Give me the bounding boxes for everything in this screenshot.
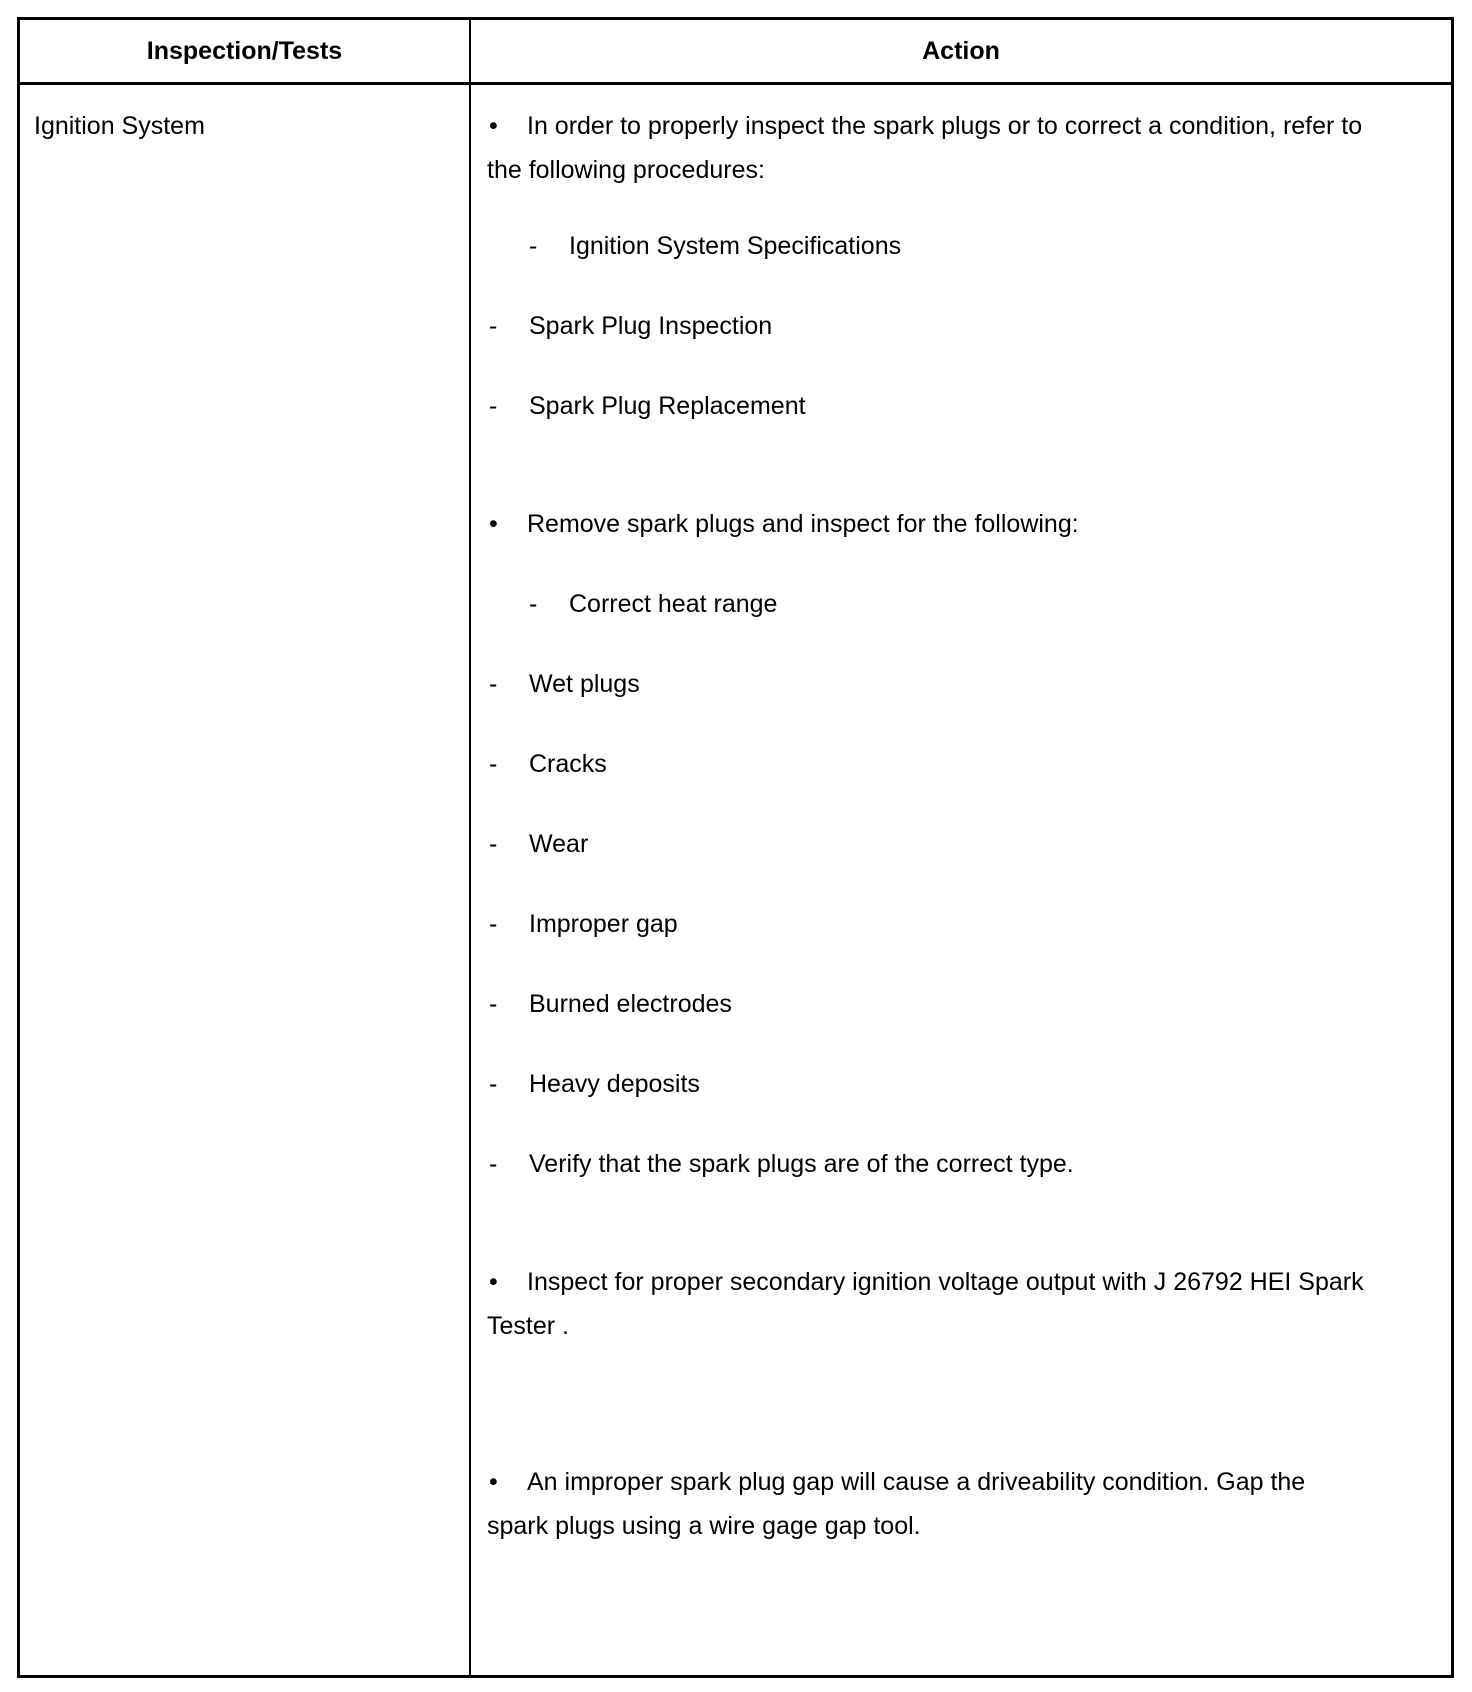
column-divider <box>469 20 471 1675</box>
list-item-check <box>487 822 588 866</box>
bullet-icon: • <box>489 1268 498 1296</box>
dash-icon: - <box>529 590 538 618</box>
dash-icon: - <box>529 232 538 260</box>
action-bullet-gap-note <box>487 1460 1367 1548</box>
dash-icon: - <box>489 750 498 778</box>
inspection-table <box>17 17 1454 1678</box>
bullet-text: In order to properly inspect the spark plugs or to correct a condition, refer to the following procedures: <box>487 112 1363 184</box>
action-bullet-spark-tester <box>487 1260 1367 1348</box>
header-action: Action <box>922 37 1000 65</box>
action-bullet-procedures <box>487 104 1367 192</box>
dash-icon: - <box>489 670 498 698</box>
list-item-label: Wear <box>529 830 589 858</box>
list-item-check <box>487 982 732 1026</box>
list-item-check <box>487 662 640 706</box>
list-item-check <box>487 902 678 946</box>
bullet-text: Inspect for proper secondary ignition voltage output with J 26792 HEI Spark Tester . <box>487 1268 1364 1340</box>
list-item-procedure <box>527 224 901 268</box>
dash-icon: - <box>489 392 498 420</box>
dash-icon: - <box>489 910 498 938</box>
dash-icon: - <box>489 990 498 1018</box>
list-item-label: Spark Plug Inspection <box>529 312 773 340</box>
header-divider <box>20 82 1451 85</box>
bullet-text: Remove spark plugs and inspect for the following: <box>527 510 1079 538</box>
list-item-label: Cracks <box>529 750 607 778</box>
dash-icon: - <box>489 1150 498 1178</box>
bullet-icon: • <box>489 1468 498 1496</box>
list-item-check <box>487 742 607 786</box>
dash-icon: - <box>489 1070 498 1098</box>
list-item-label: Correct heat range <box>569 590 778 618</box>
bullet-text: An improper spark plug gap will cause a driveability condition. Gap the spark plugs using a wire gage gap tool. <box>487 1468 1306 1540</box>
list-item-label: Burned electrodes <box>529 990 732 1018</box>
inspection-cell-ignition-system: Ignition System <box>34 112 205 140</box>
list-item-label: Spark Plug Replacement <box>529 392 806 420</box>
dash-icon: - <box>489 830 498 858</box>
list-item-procedure <box>487 304 772 348</box>
dash-icon: - <box>489 312 498 340</box>
bullet-icon: • <box>489 510 498 538</box>
list-item-label: Improper gap <box>529 910 678 938</box>
list-item-check <box>487 1062 700 1106</box>
list-item-label: Verify that the spark plugs are of the correct type. <box>529 1150 1074 1178</box>
bullet-icon: • <box>489 112 498 140</box>
list-item-procedure <box>487 384 806 428</box>
action-bullet-inspect-plugs <box>487 502 1367 546</box>
list-item-label: Heavy deposits <box>529 1070 700 1098</box>
list-item-label: Wet plugs <box>529 670 640 698</box>
list-item-check <box>527 582 777 626</box>
list-item-label: Ignition System Specifications <box>569 232 902 260</box>
header-inspection-tests: Inspection/Tests <box>146 37 343 65</box>
list-item-check <box>487 1142 1074 1186</box>
